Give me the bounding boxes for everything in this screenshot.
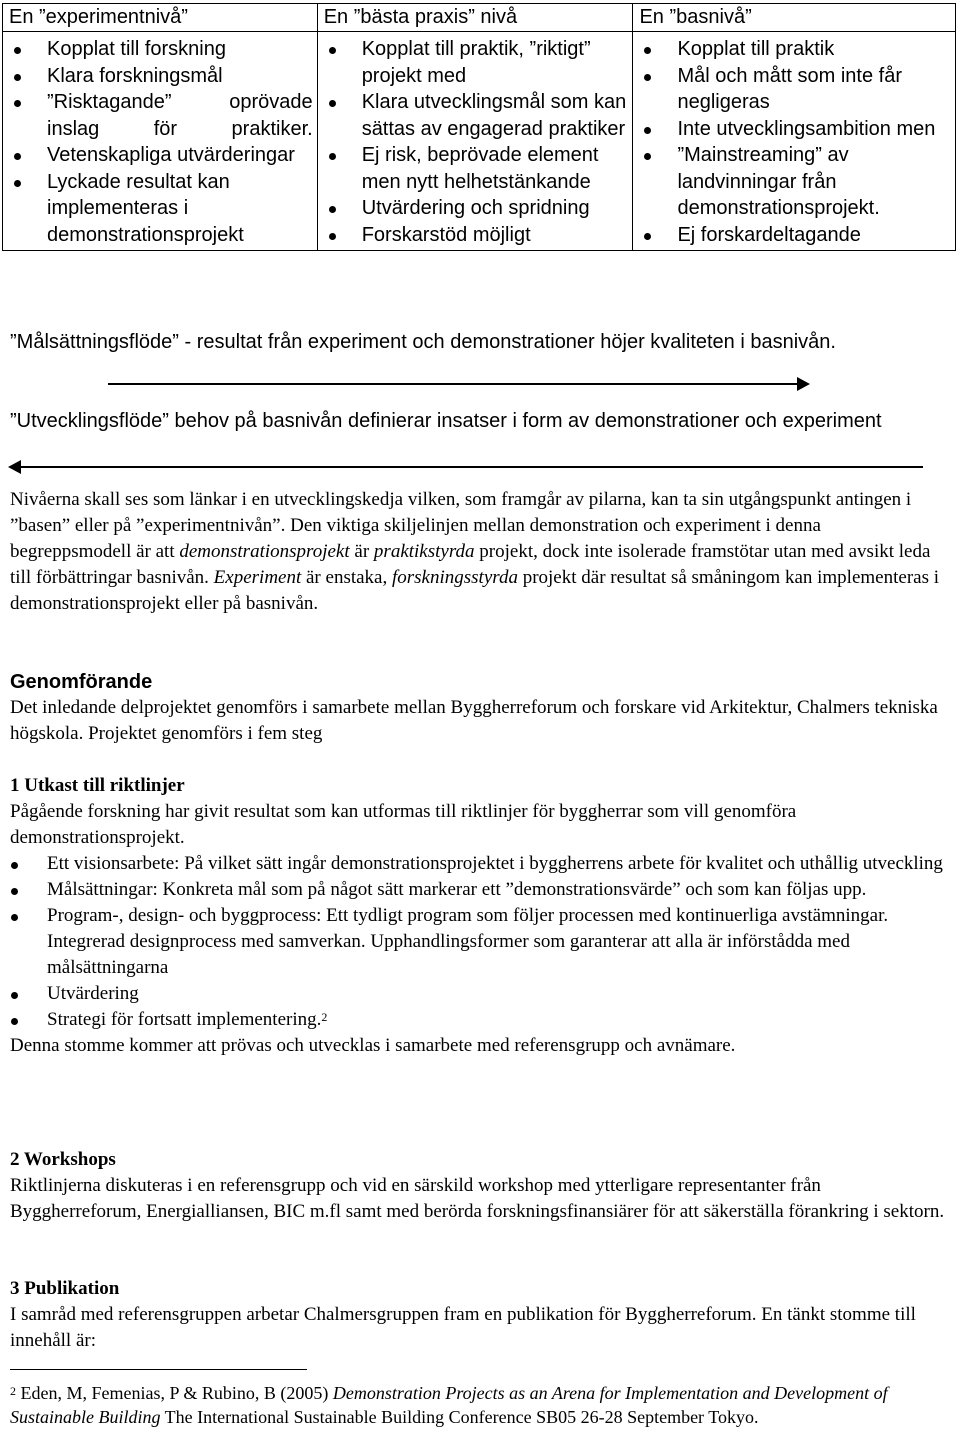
step-heading: 2 Workshops <box>10 1149 116 1170</box>
development-flow-text: ”Utvecklingsflöde” behov på basnivån definierar insatser i form av demonstrationer och experiment <box>10 410 882 432</box>
table-header-row <box>3 4 956 32</box>
base-level-list <box>633 36 951 248</box>
intro-italic-experiment: Experiment <box>213 567 302 588</box>
intro-text: Nivåerna skall ses som länkar i en utvecklingskedja vilken, som framgår av pilarna, kan ta sin utgångspunkt antingen i ”basen” eller på ”experimentnivån”. Den viktiga skiljelinjen mellan demonstration och experiment i denna begreppsmodell är att <box>10 489 912 562</box>
list-item: Ett visionsarbete: På vilket sätt ingår demonstrationsprojektet i byggherrens arbete för kvalitet och uthållig utveckling <box>10 851 945 877</box>
base-level-cell <box>633 32 956 251</box>
list-item <box>10 1007 945 1033</box>
development-flow-arrow-left-icon <box>20 466 923 468</box>
best-practice-level-cell <box>317 32 633 251</box>
list-item: Ej forskardeltagande <box>633 222 951 249</box>
list-item: Kopplat till praktik <box>633 36 951 63</box>
experiment-level-cell <box>3 32 318 251</box>
section-heading: Genomförande <box>10 671 153 693</box>
intro-paragraph <box>10 487 945 617</box>
list-item: Ej risk, beprövade element men nytt helhetstänkande <box>318 142 629 195</box>
list-item: Mål och mått som inte får negligeras <box>633 63 951 116</box>
footnote-reference[interactable]: 2 <box>321 1010 328 1024</box>
footnote-title: Demonstration Projects as an Arena for Implementation and Development of Sustainable Building <box>10 1383 888 1427</box>
intro-italic-research: forskningsstyrda <box>391 567 518 588</box>
list-item: Målsättningar: Konkreta mål som på något sätt markerar ett ”demonstrationsvärde” och som kan följas upp. <box>10 877 945 903</box>
footnote-text: Eden, M, Femenias, P & Rubino, B (2005) <box>16 1383 333 1403</box>
footnote <box>10 1381 945 1429</box>
intro-text: projekt där resultat så småningom kan implementeras i demonstrationsprojekt eller på basnivån. <box>10 567 940 614</box>
section-step-1 <box>10 773 945 1059</box>
step-heading: 3 Publikation <box>10 1278 120 1299</box>
header-base-level: En ”basnivå” <box>633 4 956 32</box>
list-item: Kopplat till praktik, ”riktigt” projekt med <box>318 36 629 89</box>
intro-italic-practice: praktikstyrda <box>373 541 475 562</box>
list-item: Program-, design- och byggprocess: Ett tydligt program som följer processen med kontinuerliga avstämningar. Integrerad designprocess med samverkan. Upphandlingsformer som garanterar att alla är införstådda med målsättningarna <box>10 903 945 981</box>
goal-flow-text: ”Målsättningsflöde” - resultat från experiment och demonstrationer höjer kvaliteten i basnivån. <box>10 331 836 353</box>
list-item: Lyckade resultat kan implementeras i demonstrationsprojekt <box>3 169 313 249</box>
list-item: Kopplat till forskning <box>3 36 313 63</box>
footnote-divider <box>10 1369 307 1370</box>
header-best-practice-level: En ”bästa praxis” nivå <box>317 4 633 32</box>
list-item: ”Risktagande” oprövade inslag för praktiker. <box>3 89 313 142</box>
step-heading: 1 Utkast till riktlinjer <box>10 775 185 796</box>
step-1-bullets <box>10 851 945 1033</box>
intro-text: är enstaka, <box>301 567 392 588</box>
list-item: Forskarstöd möjligt <box>318 222 629 249</box>
intro-italic-demo: demonstrationsprojekt <box>179 541 350 562</box>
list-item: Inte utvecklingsambition men <box>633 116 951 143</box>
list-item: Klara forskningsmål <box>3 63 313 90</box>
list-item: Klara utvecklingsmål som kan sättas av engagerad praktiker <box>318 89 629 142</box>
levels-table <box>2 3 956 251</box>
step-text: Riktlinjerna diskuteras i en referensgrupp och vid en särskild workshop med ytterligare representanter från Byggherreforum, Energialliansen, BIC m.fl samt med berörda forskningsfinansiärer för att säkerställa förankring i sektorn. <box>10 1175 945 1222</box>
step-text: I samråd med referensgruppen arbetar Chalmersgruppen fram en publikation för Byggherreforum. En tänkt stomme till innehåll är: <box>10 1304 916 1351</box>
section-genomforande <box>10 669 945 747</box>
list-item: ”Mainstreaming” av landvinningar från demonstrationsprojekt. <box>633 142 951 222</box>
experiment-level-list <box>3 36 313 248</box>
goal-flow-arrow-right-icon <box>108 383 798 385</box>
table-body-row <box>3 32 956 251</box>
list-item: Utvärdering och spridning <box>318 195 629 222</box>
step-text: Pågående forskning har givit resultat som kan utformas till riktlinjer för byggherrar som vill genomföra demonstrationsprojekt. <box>10 801 797 848</box>
step-closing-text: Denna stomme kommer att prövas och utvecklas i samarbete med referensgrupp och avnämare. <box>10 1035 736 1056</box>
footnote-text: The International Sustainable Building Conference SB05 26-28 September Tokyo. <box>160 1407 759 1427</box>
best-practice-level-list <box>318 36 629 248</box>
section-text: Det inledande delprojektet genomförs i samarbete mellan Byggherreforum och forskare vid Arkitektur, Chalmers tekniska högskola. Projektet genomförs i fem steg <box>10 697 938 744</box>
section-step-3 <box>10 1276 945 1354</box>
section-step-2 <box>10 1147 945 1225</box>
footnote-number: 2 <box>10 1384 16 1398</box>
list-item-text: Strategi för fortsatt implementering. <box>47 1009 322 1030</box>
header-experiment-level: En ”experimentnivå” <box>3 4 318 32</box>
list-item: Vetenskapliga utvärderingar <box>3 142 313 169</box>
intro-text: är <box>349 541 374 562</box>
list-item: Utvärdering <box>10 981 945 1007</box>
intro-text: projekt, dock inte isolerade framstötar utan med avsikt leda till förbättringar basnivån. <box>10 541 931 588</box>
